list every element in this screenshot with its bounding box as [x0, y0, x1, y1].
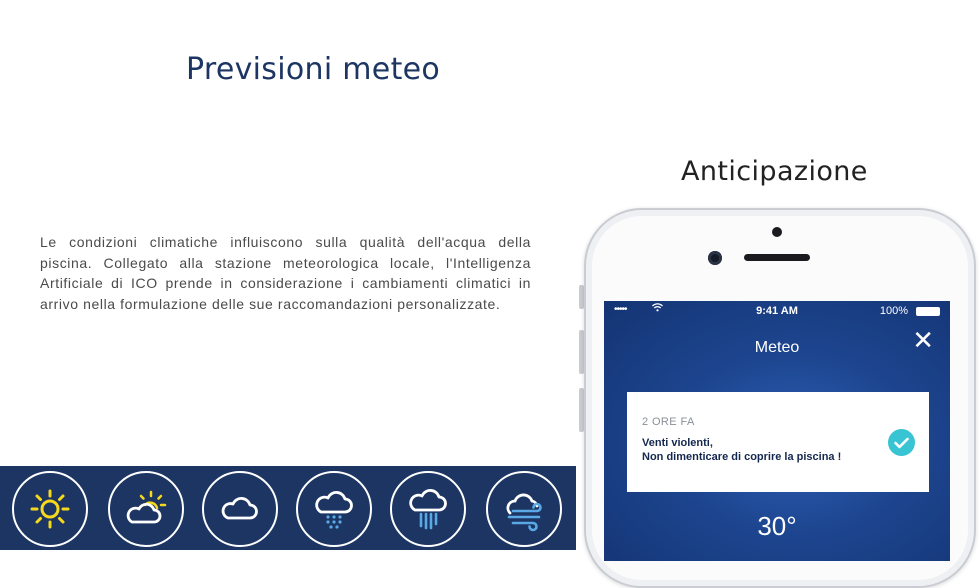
notification-card[interactable]	[627, 392, 929, 492]
notification-time: 2 ORE FA	[642, 416, 695, 428]
battery-percent: 100%	[879, 305, 908, 317]
notification-line-1: Venti violenti,	[642, 437, 713, 449]
cloud-icon	[202, 471, 278, 547]
status-time: 9:41 AM	[756, 305, 798, 317]
rain-icon	[296, 471, 372, 547]
phone-speaker	[744, 254, 810, 261]
weather-icon-bar	[0, 466, 576, 550]
phone-screen	[604, 301, 950, 561]
wind-icon	[486, 471, 562, 547]
sun-icon	[12, 471, 88, 547]
front-camera-icon	[708, 251, 722, 265]
screen-title: Meteo	[754, 339, 800, 356]
notification-line-2: Non dimenticare di coprire la piscina !	[642, 451, 842, 463]
signal-icon: •••••	[614, 304, 627, 315]
heavy-rain-icon	[390, 471, 466, 547]
status-bar	[604, 301, 950, 321]
partly-cloudy-icon	[108, 471, 184, 547]
check-icon[interactable]	[888, 429, 915, 456]
notification-message	[642, 436, 841, 464]
page-title: Previsioni meteo	[186, 52, 441, 87]
temperature-value: 30°	[757, 511, 797, 541]
section-subtitle: Anticipazione	[681, 156, 868, 187]
battery-icon	[916, 307, 940, 316]
description-text: Le condizioni climatiche influiscono sulla qualità dell'acqua della piscina. Collegato alla stazione meteorologica locale, l'Intelligenza Artificiale di ICO prende in considerazione i cambiamenti climatici in arrivo nella formulazione delle sue raccomandazioni personalizzate.	[40, 234, 531, 312]
close-icon[interactable]: ✕	[912, 325, 934, 355]
phone-sensor	[772, 227, 782, 237]
